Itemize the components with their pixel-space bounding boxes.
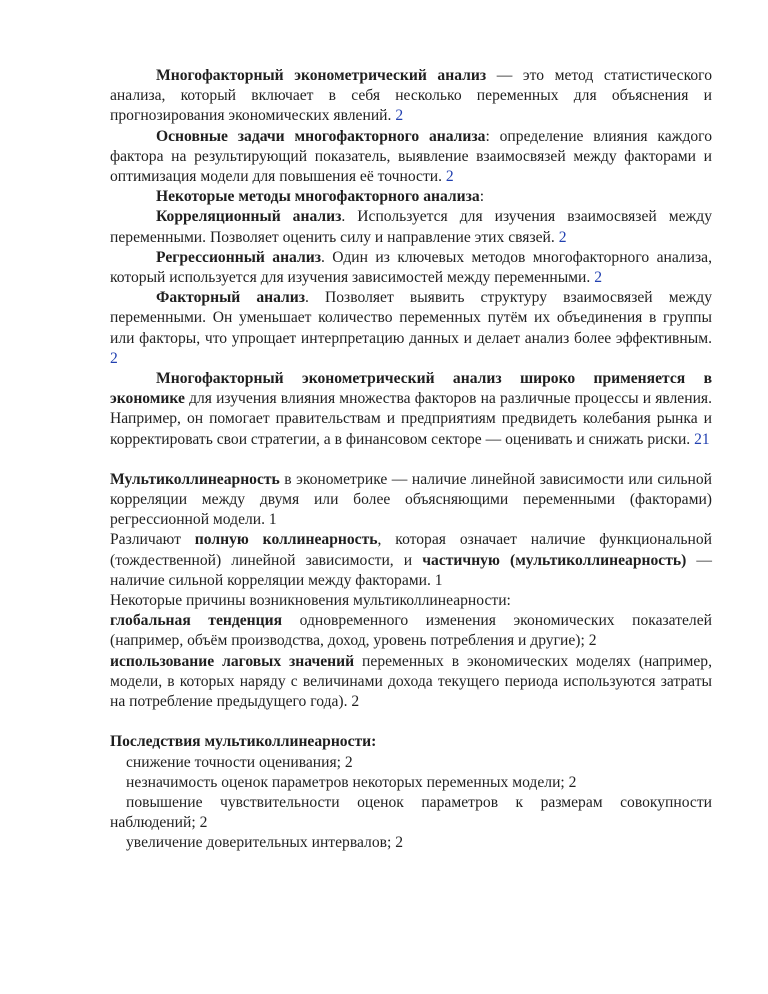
term-heading: Многофакторный эконометрический анализ (156, 67, 487, 84)
paragraph-cause-lag (110, 652, 712, 713)
term-heading: использование лаговых значений (110, 652, 355, 670)
consequence-item: увеличение доверительных интервалов; 2 (126, 834, 404, 852)
paragraph-text: . Позволяет выявить структуру взаимосвязей между переменными. Он уменьшает количество переменных путём их объединения в группы или факторы, что упрощает интерпретацию данных и делает анализ более эффективным. (110, 289, 712, 347)
paragraph-text: переменных в экономических моделях (например, модели, в которых наряду с величинами дохода текущего периода используются затраты на потребление предыдущего года). 2 (110, 652, 712, 711)
paragraph-text: , которая означает наличие функциональной (тождественной) линейной зависимости, и (110, 531, 712, 569)
consequence-item: повышение чувствительности оценок параметров к размерам совокупности наблюдений; 2 (110, 793, 712, 832)
reference-link[interactable]: 21 (694, 430, 710, 448)
paragraph-application (110, 369, 712, 450)
reference-link[interactable]: 2 (395, 107, 404, 125)
consequence-item: незначимость оценок параметров некоторых переменных модели; 2 (126, 773, 577, 791)
term-heading: Последствия мультиколлинеарности: (110, 733, 377, 751)
paragraph-text: Различают (110, 531, 195, 549)
paragraph-regression (110, 248, 712, 288)
paragraph-correlation (110, 207, 712, 247)
term-heading: Корреляционный анализ (156, 208, 342, 226)
reference-link[interactable]: 2 (110, 349, 118, 367)
paragraph-causes-heading (110, 591, 712, 611)
spacer (110, 450, 712, 470)
term-full-collinearity: полную коллинеарность (194, 531, 378, 549)
paragraph-text: : (479, 188, 485, 206)
term-heading: Основные задачи многофакторного анализа (156, 127, 486, 145)
reference-link[interactable]: 2 (558, 228, 567, 246)
term-heading: Регрессионный анализ (156, 248, 321, 266)
consequence-item: снижение точности оценивания; 2 (126, 753, 353, 771)
spacer (110, 712, 712, 732)
term-heading: глобальная тенденция (110, 612, 283, 630)
term-heading: Мультиколлинеарность (110, 470, 280, 488)
paragraph-text: . Используется для изучения взаимосвязей между переменными. Позволяет оценить силу и направление этих связей. (110, 208, 712, 246)
paragraph-text: для изучения влияния множества факторов на различные процессы и явления. Например, он помогает правительствам и предприятиям предвидеть колебания рынка и корректировать свои стратегии, а в финансовом секторе — оценивать и снижать риски. (110, 390, 712, 448)
paragraph-text: : определение влияния каждого фактора на результирующий показатель, выявление взаимосвязей между факторами и оптимизация модели для повышения её точности. (110, 127, 712, 186)
paragraph-collinearity-types (110, 530, 712, 591)
paragraph-text: — это метод статистического анализа, который включает в себя несколько переменных для объяснения и прогнозирования экономических явлений. (110, 67, 712, 125)
paragraph-text: в эконометрике — наличие линейной зависимости или сильной корреляции между двумя или более объясняющими переменными (факторами) регрессионной модели. 1 (110, 470, 712, 529)
paragraph-multicollinearity (110, 470, 712, 531)
paragraph-consequences-heading (110, 732, 712, 752)
paragraph-tasks (110, 127, 712, 188)
paragraph-definition (110, 66, 712, 127)
paragraph-methods-heading (110, 187, 712, 207)
paragraph-text: — наличие сильной корреляции между факторами. 1 (110, 551, 712, 589)
paragraph-cause-trend (110, 611, 712, 651)
paragraph-text: . Один из ключевых методов многофакторного анализа, который используется для изучения зависимостей между переменными. (110, 248, 712, 287)
term-heading: Некоторые методы многофакторного анализа (156, 188, 480, 206)
term-partial-collinearity: частичную (мультиколлинеарность) (422, 551, 687, 569)
term-heading: Факторный анализ (156, 289, 306, 307)
reference-link[interactable]: 2 (594, 269, 602, 287)
document-page (110, 66, 712, 854)
term-heading: Многофакторный эконометрический анализ широко применяется в экономике (110, 370, 712, 408)
paragraph-text: Некоторые причины возникновения мультиколлинеарности: (110, 592, 511, 610)
paragraph-factor (110, 288, 712, 369)
paragraph-text: одновременного изменения экономических показателей (например, объём производства, доход, уровень потребления и другие); 2 (110, 612, 712, 650)
reference-link[interactable]: 2 (445, 168, 454, 186)
